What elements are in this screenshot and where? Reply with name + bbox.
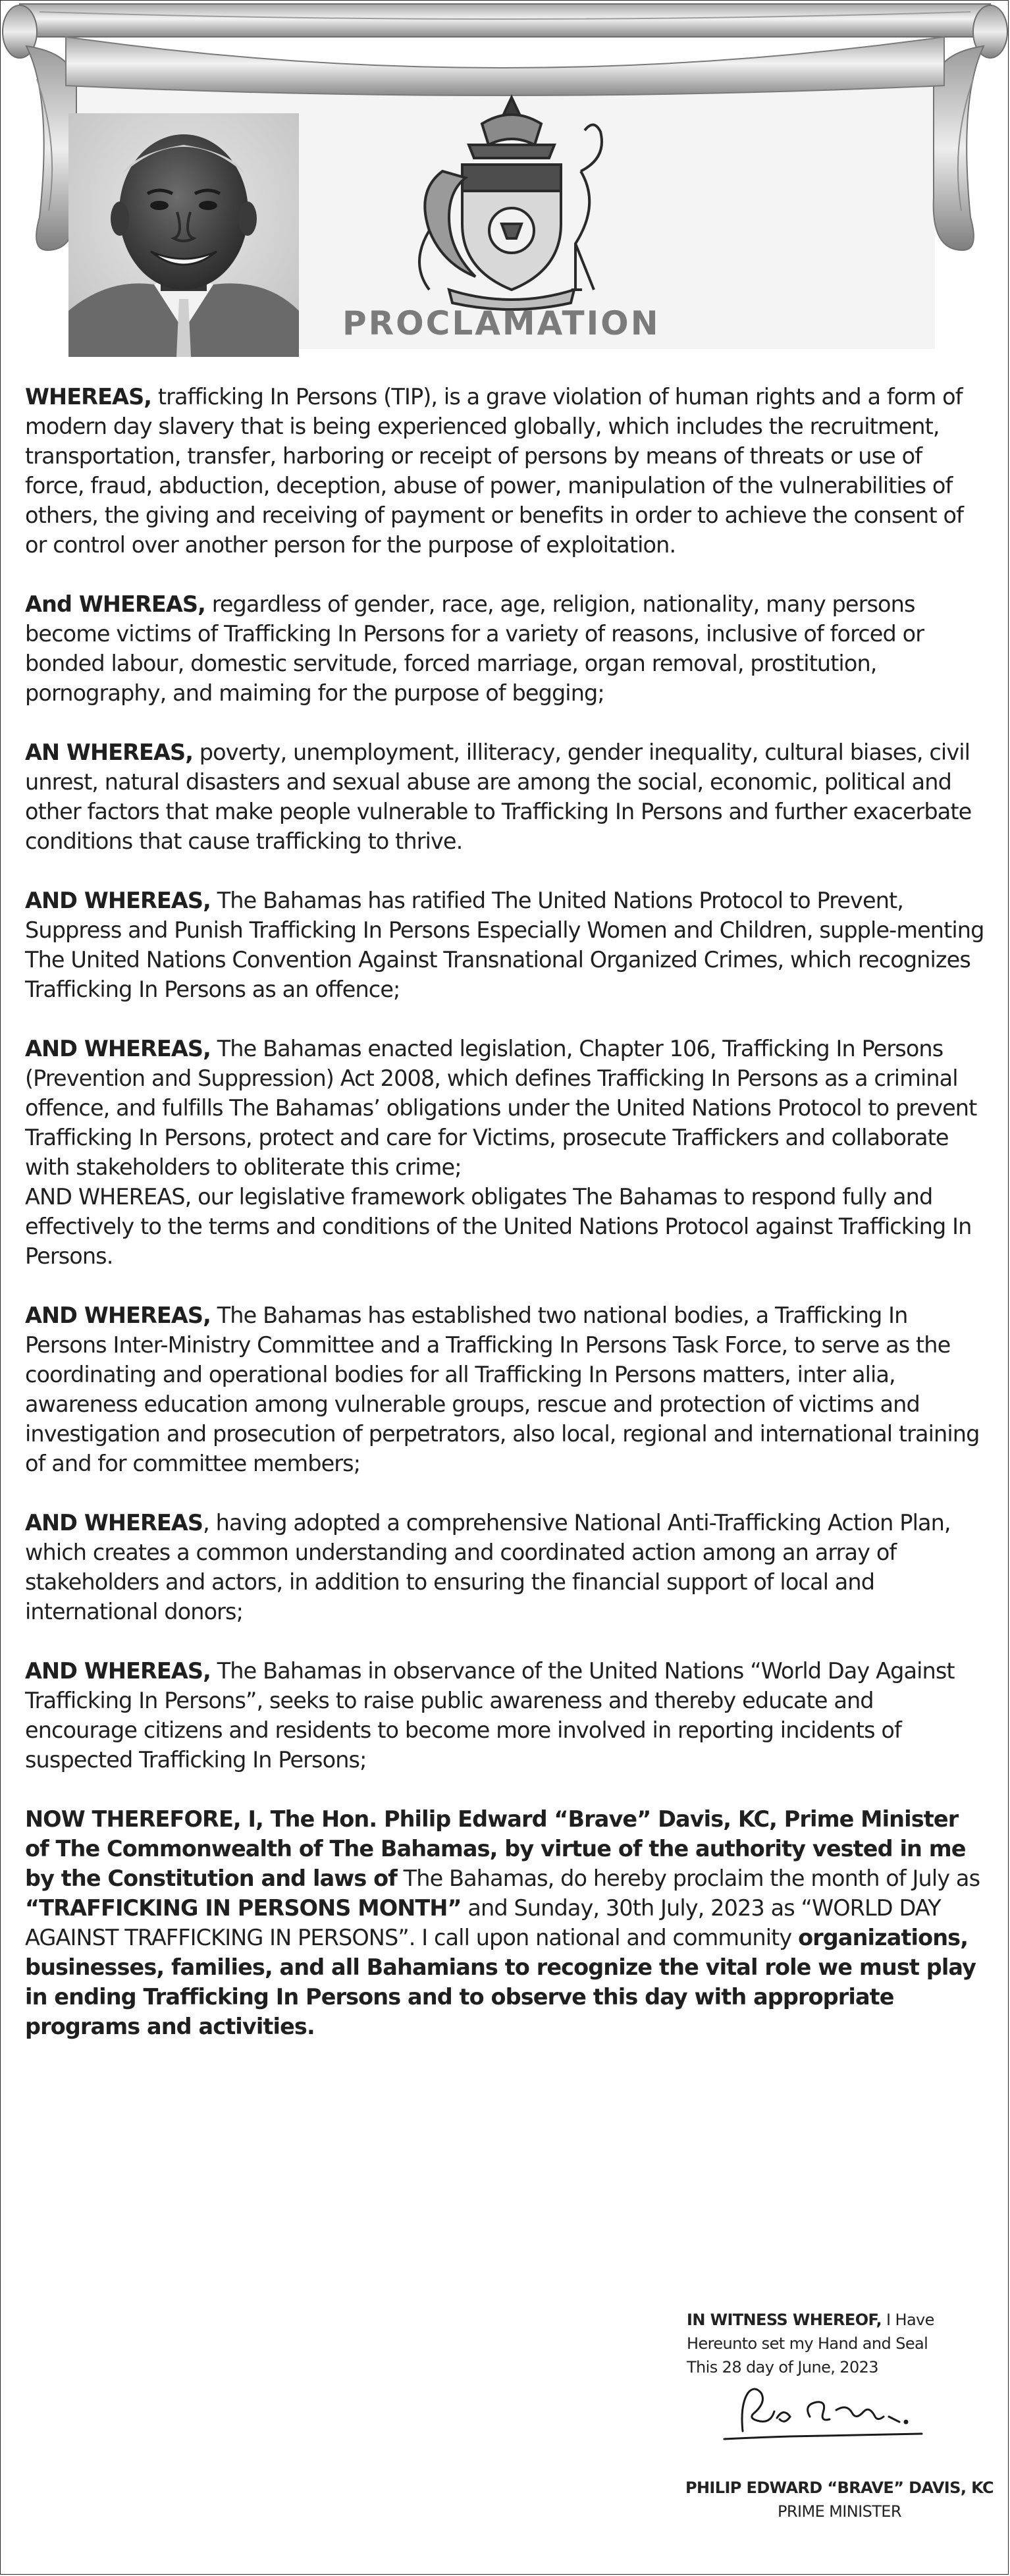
whereas-paragraph-5: AND WHEREAS, The Bahamas enacted legislation, Chapter 106, Trafficking In Persons (Prevention and Suppression) Act 2008, which defines Trafficking In Persons as a criminal offence, and fulfills The Bahamas’ obligations under the United Nations Protocol to prevent Trafficking In Persons, protect and care for Victims, prosecute Traffickers and collaborate with stakeholders to obliterate this crime; (25, 1036, 977, 1180)
page-title: PROCLAMATION (342, 304, 660, 342)
witness-line-3: This 28 day of June, 2023 (687, 2358, 878, 2376)
witness-line-2: Hereunto set my Hand and Seal (687, 2334, 928, 2353)
whereas-paragraph-9: AND WHEREAS, The Bahamas in observance of the United Nations “World Day Against Trafficking In Persons”, seeks to raise public awareness and thereby educate and encourage citizens and residents to become more involved in reporting incidents of suspected Trafficking In Persons; (25, 1658, 955, 1773)
coat-of-arms-icon (403, 92, 620, 316)
signer-block (678, 2476, 1001, 2523)
proclamation-header (0, 0, 1010, 356)
witness-block (687, 2308, 963, 2379)
whereas-paragraph-6: AND WHEREAS, our legislative framework obligates The Bahamas to respond fully and effectively to the terms and conditions of the United Nations Protocol against Trafficking In Persons. (25, 1184, 972, 1269)
whereas-paragraph-3: AN WHEREAS, poverty, unemployment, illiteracy, gender inequality, cultural biases, civil unrest, natural disasters and sexual abuse are among the social, economic, political and other factors that make people vulnerable to Trafficking In Persons and further exacerbate conditions that cause trafficking to thrive. (25, 739, 972, 854)
whereas-paragraph-4: AND WHEREAS, The Bahamas has ratified The United Nations Protocol to Prevent, Suppress and Punish Trafficking In Persons Especially Women and Children, supple-menting The United Nations Convention Against Transnational Organized Crimes, which recognizes Trafficking In Persons as an offence; (25, 888, 984, 1002)
handwritten-signature-icon (711, 2378, 935, 2451)
whereas-paragraph-1: WHEREAS, trafficking In Persons (TIP), is a grave violation of human rights and a form of modern day slavery that is being experienced globally, which includes the recruitment, transportation, transfer, harboring or receipt of persons by means of threats or use of force, fraud, abduction, deception, abuse of power, manipulation of the vulnerabilities of others, the giving and receiving of payment or benefits in order to achieve the consent of or control over another person for the purpose of exploitation. (25, 384, 963, 558)
proclamation-paragraph: NOW THEREFORE, I, The Hon. Philip Edward “Brave” Davis, KC, Prime Minister of The Commonwealth of The Bahamas, by virtue of the authority vested in me by the Constitution and laws of The Bahamas, do hereby proclaim the month of July as “TRAFFICKING IN PERSONS MONTH” and Sunday, 30th July, 2023 as “WORLD DAY AGAINST TRAFFICKING IN PERSONS”. I call upon national and community organizations, businesses, families, and all Bahamians to recognize the vital role we must play in ending Trafficking In Persons and to observe this day with appropriate programs and activities. (25, 1806, 980, 2039)
signer-title: PRIME MINISTER (778, 2502, 901, 2521)
proclamation-body (25, 382, 986, 2071)
witness-line-1: IN WITNESS WHEREOF, I Have (687, 2311, 934, 2329)
official-portrait-icon (68, 113, 299, 357)
whereas-paragraph-7: AND WHEREAS, The Bahamas has established two national bodies, a Trafficking In Persons Inter-Ministry Committee and a Trafficking In Persons Task Force, to serve as the coordinating and operational bodies for all Trafficking In Persons matters, inter alia, awareness education among vulnerable groups, rescue and protection of victims and investigation and prosecution of perpetrators, also local, regional and international training of and for committee members; (25, 1302, 980, 1476)
whereas-paragraph-2: And WHEREAS, regardless of gender, race, age, religion, nationality, many persons become victims of Trafficking In Persons for a variety of reasons, inclusive of forced or bonded labour, domestic servitude, forced marriage, organ removal, prostitution, pornography, and maiming for the purpose of begging; (25, 591, 924, 706)
whereas-paragraph-8: AND WHEREAS, having adopted a comprehensive National Anti-Trafficking Action Plan, which creates a common understanding and coordinated action among an array of stakeholders and actors, in addition to ensuring the financial support of local and international donors; (25, 1510, 951, 1624)
signer-name: PHILIP EDWARD “BRAVE” DAVIS, KC (685, 2479, 994, 2497)
